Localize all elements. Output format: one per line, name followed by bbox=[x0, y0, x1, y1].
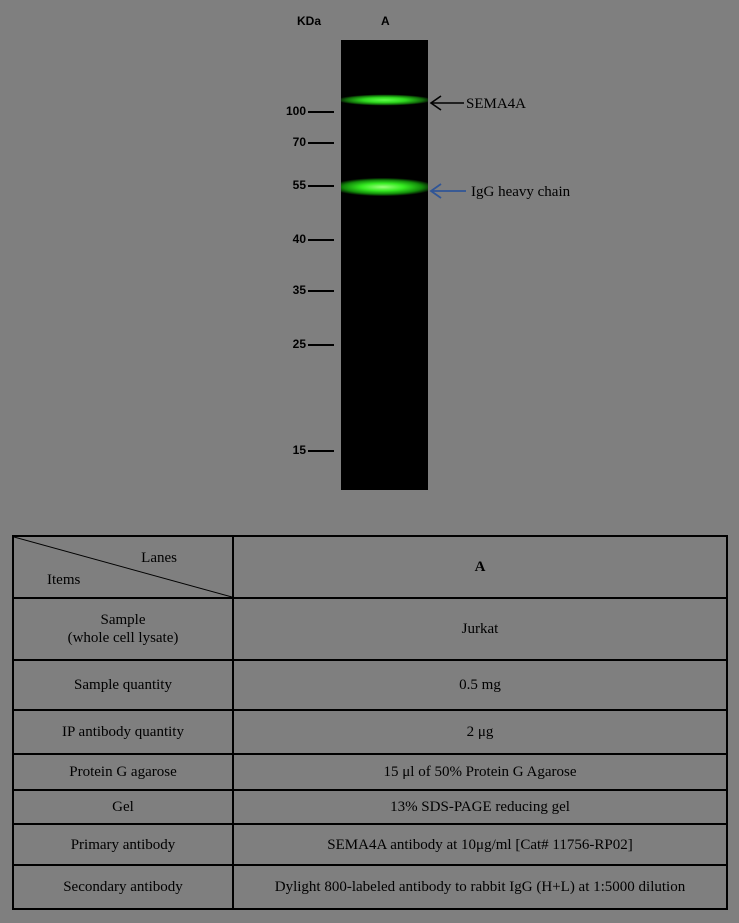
header-lane-a: A bbox=[233, 536, 727, 598]
marker-25 bbox=[270, 336, 336, 352]
sema4a-band bbox=[341, 93, 428, 107]
marker-40 bbox=[270, 231, 336, 247]
row-value: Jurkat bbox=[233, 598, 727, 660]
table-row bbox=[13, 790, 727, 824]
header-lanes-label: Lanes bbox=[141, 550, 177, 566]
kda-unit-label: KDa bbox=[297, 14, 322, 28]
row-item: Sample quantity bbox=[13, 660, 233, 710]
sema4a-annotation: SEMA4A bbox=[466, 96, 527, 112]
marker-label: 70 bbox=[292, 135, 306, 149]
marker-label: 25 bbox=[292, 337, 306, 351]
marker-15 bbox=[270, 442, 336, 458]
table-row bbox=[13, 824, 727, 865]
table-row bbox=[13, 710, 727, 754]
experiment-conditions-table bbox=[12, 535, 728, 910]
table-row bbox=[13, 660, 727, 710]
marker-tick bbox=[308, 290, 334, 292]
marker-tick bbox=[308, 450, 334, 452]
marker-tick bbox=[308, 185, 334, 187]
table-header-row bbox=[13, 536, 727, 598]
row-item: Primary antibody bbox=[13, 824, 233, 865]
header-diagonal-cell bbox=[13, 536, 233, 598]
marker-tick bbox=[308, 111, 334, 113]
table-row bbox=[13, 754, 727, 790]
gel-lane bbox=[341, 40, 428, 490]
row-value: Dylight 800-labeled antibody to rabbit IgG (H+L) at 1:5000 dilution bbox=[233, 865, 727, 909]
marker-100 bbox=[270, 103, 336, 119]
marker-tick bbox=[308, 142, 334, 144]
row-value: 2 μg bbox=[233, 710, 727, 754]
row-value: 15 μl of 50% Protein G Agarose bbox=[233, 754, 727, 790]
igg-arrow-icon bbox=[431, 184, 466, 198]
marker-tick bbox=[308, 239, 334, 241]
row-item: Protein G agarose bbox=[13, 754, 233, 790]
header-items-label: Items bbox=[47, 572, 81, 588]
marker-label: 15 bbox=[292, 443, 306, 457]
row-value: SEMA4A antibody at 10μg/ml [Cat# 11756-RP02] bbox=[233, 824, 727, 865]
row-value: 13% SDS-PAGE reducing gel bbox=[233, 790, 727, 824]
marker-label: 35 bbox=[292, 283, 306, 297]
row-value: 0.5 mg bbox=[233, 660, 727, 710]
igg-heavy-chain-band bbox=[341, 176, 428, 198]
row-item: Sample (whole cell lysate) bbox=[13, 598, 233, 660]
marker-70 bbox=[270, 134, 336, 150]
marker-label: 40 bbox=[292, 232, 306, 246]
marker-35 bbox=[270, 282, 336, 298]
table-row bbox=[13, 598, 727, 660]
igg-heavy-chain-annotation: IgG heavy chain bbox=[471, 184, 571, 200]
marker-55 bbox=[270, 177, 336, 193]
lane-a-label: A bbox=[381, 14, 390, 28]
marker-label: 100 bbox=[285, 104, 306, 118]
marker-label: 55 bbox=[292, 178, 306, 192]
row-item: Gel bbox=[13, 790, 233, 824]
row-item: Secondary antibody bbox=[13, 865, 233, 909]
sema4a-arrow-icon bbox=[431, 96, 464, 110]
table-row bbox=[13, 865, 727, 909]
marker-tick bbox=[308, 344, 334, 346]
row-item: IP antibody quantity bbox=[13, 710, 233, 754]
